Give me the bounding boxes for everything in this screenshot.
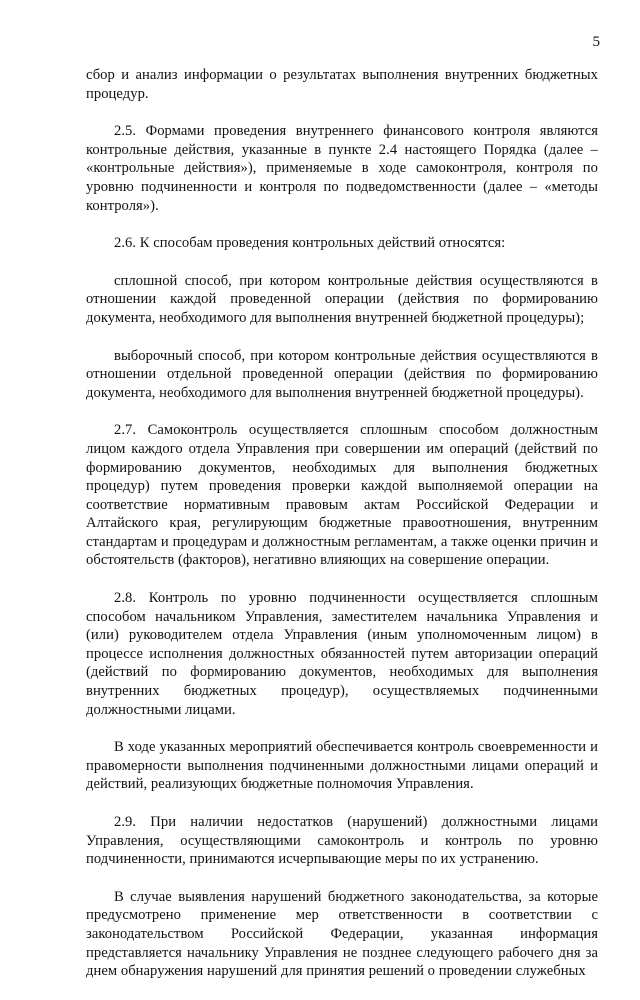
paragraph-2-7: 2.7. Самоконтроль осуществляется сплошным способом должностным лицом каждого отдела Управления при совершении им операций (действий по формированию документов, необходимых для выполнения бюджетных процедур) путем проведения проверки каждой выполняемой операции на соответствие нормативным правовым актам Российской Федерации и Алтайского края, регулирующим бюджетные правоотношения, внутренним стандартам и процедурам и должностным регламентам, а также оценки причин и обстоятельств (факторов), негативно влияющих на совершение операции. [86, 422, 598, 569]
page-number: 5 [592, 34, 600, 50]
document-body [86, 66, 598, 1000]
paragraph-selective-method: выборочный способ, при котором контрольные действия осуществляются в отношении отдельной проведенной операции (действия по формированию документа, необходимого для выполнения внутренней бюджетной процедуры). [86, 347, 598, 401]
paragraph-continuous-method: сплошной способ, при котором контрольные действия осуществляются в отношении каждой проведенной операции (действия по формированию документа, необходимого для выполнения внутренней бюджетной процедуры); [86, 272, 598, 326]
paragraph-violations: В случае выявления нарушений бюджетного законодательства, за которые предусмотрено применение мер ответственности в соответствии с законодательством Российской Федерации, указанная информация представляется начальнику Управления не позднее следующего рабочего дня за днем обнаружения нарушений для принятия решений о проведении служебных [86, 888, 598, 980]
paragraph-continuation: сбор и анализ информации о результатах выполнения внутренних бюджетных процедур. [86, 67, 598, 102]
paragraph-control-timeliness: В ходе указанных мероприятий обеспечивается контроль своевременности и правомерности выполнения подчиненными должностными лицами операций и действий, реализующих бюджетные полномочия Управления. [86, 739, 598, 793]
paragraph-2-9: 2.9. При наличии недостатков (нарушений) должностными лицами Управления, осуществляющими самоконтроль и контроль по уровню подчиненности, принимаются исчерпывающие меры по их устранению. [86, 814, 598, 868]
paragraph-2-6: 2.6. К способам проведения контрольных действий относятся: [114, 235, 506, 252]
paragraph-2-5: 2.5. Формами проведения внутреннего финансового контроля являются контрольные действия, указанные в пункте 2.4 настоящего Порядка (далее – «контрольные действия»), применяемые в ходе самоконтроля, контроля по уровню подчиненности и контроля по подведомственности (далее – «методы контроля»). [86, 123, 598, 214]
paragraph-2-8: 2.8. Контроль по уровню подчиненности осуществляется сплошным способом начальником Управления, заместителем начальника Управления и (или) руководителем отдела Управления (иным уполномоченным лицом) в процессе исполнения должностных обязанностей путем авторизации операций (действий по формированию документов, необходимых для выполнения внутренних бюджетных процедур), осуществляемых подчиненными должностными лицами. [86, 590, 598, 718]
